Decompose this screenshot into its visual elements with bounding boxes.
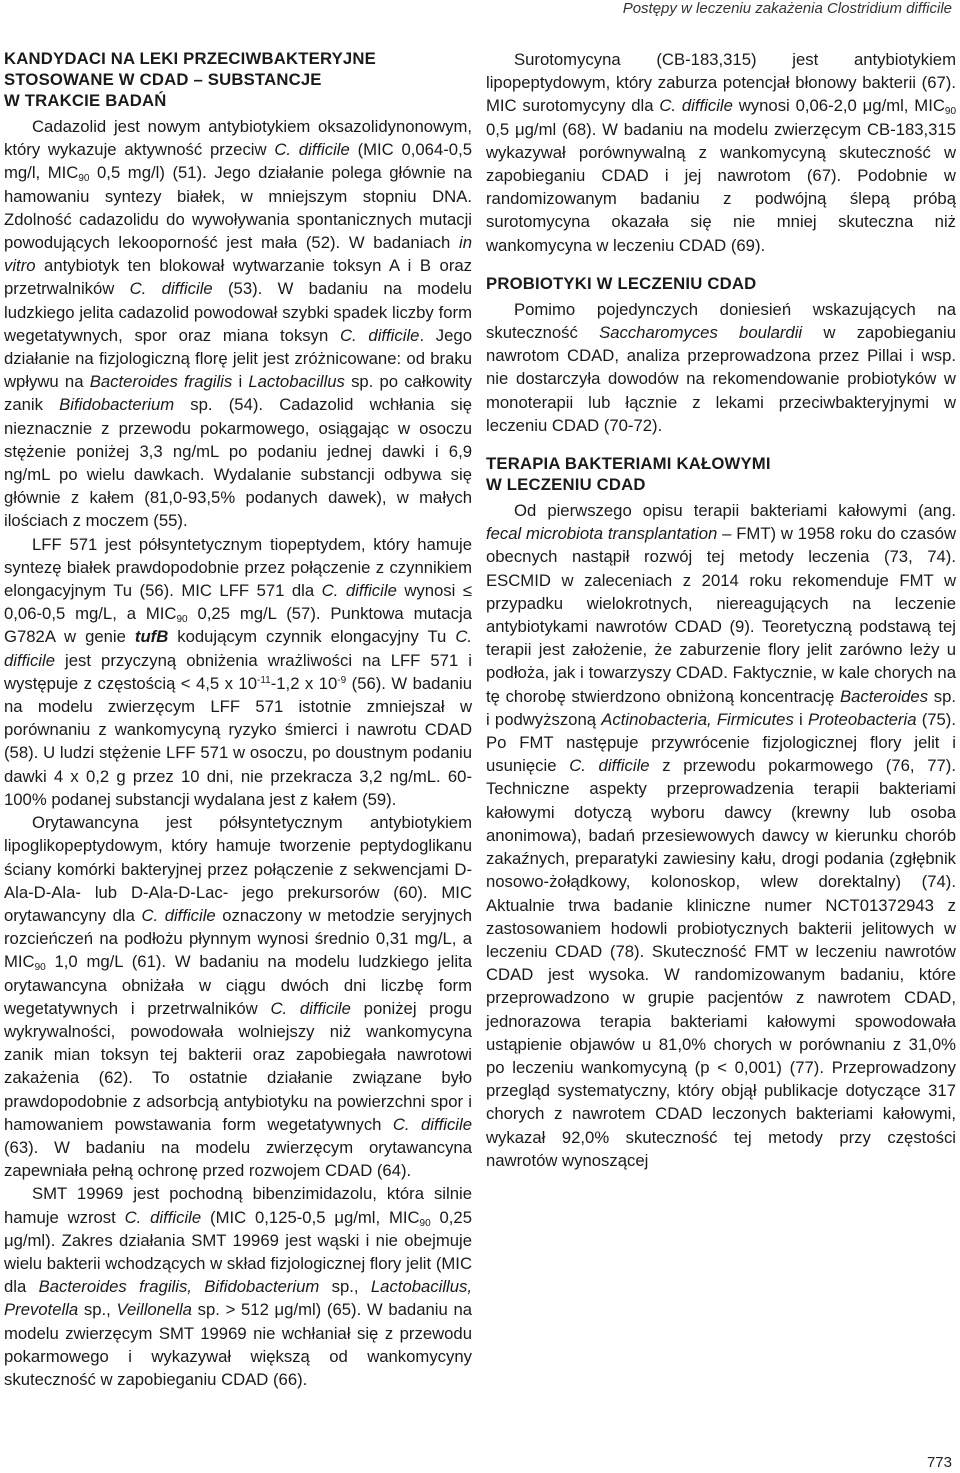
running-header: Postępy w leczeniu zakażenia Clostridium difficile bbox=[622, 0, 952, 17]
paragraph-terapia: Od pierwszego opisu terapii bakteriami kałowymi (ang. fecal microbiota transplantation – FMT) w 1958 roku do czasów obecnych nastąpił rozwój tej metody leczenia (73, 74). ESCMID w zaleceniach z 2014 roku rekomenduje FMT w przypadku wielokrotnych, niereagujących na leczenie antybiotykami nawrotów CDAD (9). Teoretyczną podstawą tej terapii jest założenie, że zaburzenie flory jelit zarówno leży u podłoża, jak i towarzyszy CDAD. Faktycznie, w kale chorych na tę chorobę stwierdzono obniżoną koncentrację Bacteroides sp. i podwyższoną Actinobacteria, Firmicutes i Proteobacteria (75). Po FMT następuje przywrócenie fizjologicznej flory jelit i usunięcie C. difficile z przewodu pokarmowego (76, 77). Techniczne aspekty przeprowadzenia terapii bakteriami kałowymi dotyczą wyboru dawcy (krewny lub osoba anonimowa), badań przesiewowych dawcy w kierunku chorób zakaźnych, preparatyki zawiesiny kału, drogi podania (zgłębnik nosowo-żołądkowy, kolonoskop, wlew dorektalny) (74). Aktualnie trwa badanie kliniczne numer NCT01372943 z zastosowaniem hodowli probiotycznych bakterii jelitowych w leczeniu CDAD (78). Skuteczność FMT w leczeniu nawrotów CDAD jest wysoka. W randomizowanym badaniu, które przeprowadzono w grupie pacjentów z nawrotem CDAD, jednorazowa terapia bakteriami kałowymi spowodowała ustąpienie objawów u 81,0% chorych w porównaniu z 31,0% po leczeniu wankomycyną (p < 0,001) (77). Przeprowadzony przegląd systematyczny, który objął publikacje dotyczące 317 chorych z nawrotem CDAD leczonych bakteriami kałowymi, wykazał 92,0% skuteczność tej metody przy częstości nawrotów wynoszącej bbox=[486, 501, 957, 1170]
heading-line: STOSOWANE W CDAD – SUBSTANCJE bbox=[4, 70, 322, 89]
column-left bbox=[4, 48, 472, 1391]
section-heading-terapia bbox=[486, 453, 956, 495]
page-number: 773 bbox=[926, 1454, 952, 1471]
paragraph-cadazolid: Cadazolid jest nowym antybiotykiem oksazolidynonowym, który wykazuje aktywność przeciw C. difficile (MIC 0,064-0,5 mg/l, $MIC_{90}$ 0,5 mg/l) (51). Jego działanie polega głównie na hamowaniu syntezy białek, w mniejszym stopniu DNA. Zdolność cadazolidu do wywoływania spontanicznych mutacji powodujących lekooporność jest mała (52). W badaniach in vitro antybiotyk ten blokował wytwarzanie toksyn A i B oraz przetrwalników C. difficile (53). W badaniu na modelu ludzkiego jelita cadazolid powodował szybki spadek liczby form wegetatywnych, spor oraz miana toksyn C. difficile. Jego działanie na fizjologiczną florę jelit jest zróżnicowane: od braku wpływu na Bacteroides fragilis i Lactobacillus sp. po całkowity zanik Bifidobacterium sp. (54). Cadazolid wchłania się nieznacznie z przewodu pokarmowego, osiągając w osoczu stężenie poniżej 3,3 ng/mL po podaniu jednej dawki i 6,9 ng/mL po wielu dawkach. Wydalanie substancji odbywa się głównie z kałem (81,0-93,5% podanych dawek), w małych ilościach z moczem (55). bbox=[4, 117, 473, 531]
paragraph-smt: SMT 19969 jest pochodną bibenzimidazolu, która silnie hamuje wzrost C. difficile (MIC 0,125-0,5 μg/ml, $MIC_{90}$ 0,25 μg/ml). Zakres działania SMT 19969 jest wąski i nie obejmuje wielu bakterii wchodzących w skład fizjologicznej flory jelit (MIC dla Bacteroides fragilis, Bifidobacterium sp., Lactobacillus, Prevotella sp., Veillonella sp. > 512 μg/ml) (65). W badaniu na modelu zwierzęcym SMT 19969 nie wchłaniał się z przewodu pokarmowego i wykazywał większą od wankomycyny skuteczność w zapobieganiu CDAD (66). bbox=[4, 1184, 473, 1389]
paragraph-lff: LFF 571 jest półsyntetycznym tiopeptydem, który hamuje syntezę białek prawdopodobnie przez połączenie z czynnikiem elongacyjnym Tu (56). MIC LFF 571 dla C. difficile wynosi ≤ 0,06-0,5 mg/L, a $MIC_{90}$ 0,25 mg/L (57). Punktowa mutacja G782A w genie tufB kodującym czynnik elongacyjny Tu C. difficile jest przyczyną obniżenia wrażliwości na LFF 571 i występuje z częstością < 4,5 x $10^{-11}-1,2$ x $10^{-9}$ (56). W badaniu na modelu zwierzęcym LFF 571 istotnie zmniejszał w porównaniu z wankomycyną ryzyko śmierci i nawrotu CDAD (58). U ludzi stężenie LFF 571 w osoczu, po doustnym podaniu dawki 4 x 0,2 g przez 10 dni, nie przekracza 3,2 ng/mL. 60-100% podanej substancji wydalana jest z kałem (59). bbox=[4, 534, 472, 809]
paragraph-orytawancyna: Orytawancyna jest półsyntetycznym antybiotykiem lipoglikopeptydowym, który hamuje tworzenie peptydoglikanu ściany komórki bakteryjnej przez połączenie z sekwencjami D-Ala-D-Ala- lub D-Ala-D-Lac- jego prekursorów (60). MIC orytawancyny dla C. difficile oznaczony w metodzie seryjnych rozcieńczeń na podłożu płynnym wynosi średnio 0,31 mg/L, a $MIC_{90}$ 1,0 mg/L (61). W badaniu na modelu ludzkiego jelita orytawancyna obniżała w ciągu dwóch dni liczbę form wegetatywnych i przetrwalników C. difficile poniżej progu wykrywalności, powodowała wolniejszy niż wankomycyna zanik mian toksyn tej bakterii oraz zapobiegała nawrotowi zakażenia (62). To ostatnie działanie związane było prawdopodobnie z adsorbcją antybiotyku na powierzchni spor i hamowaniem powstawania form wegetatywnych C. difficile (63). W badaniu na modelu zwierzęcym orytawancyna zapewniała pełną ochronę przed rozwojem CDAD (64). bbox=[4, 813, 472, 1181]
section-heading-cadazolid bbox=[4, 48, 472, 111]
section-heading-probiotyki: PROBIOTYKI W LECZENIU CDAD bbox=[486, 273, 757, 293]
heading-line: W TRAKCIE BADAŃ bbox=[4, 91, 167, 110]
column-right bbox=[486, 48, 956, 1172]
heading-line: W LECZENIU CDAD bbox=[486, 475, 646, 495]
paragraph-probiotyki: Pomimo pojedynczych doniesień wskazujących na skuteczność Saccharomyces boulardii w zapobieganiu nawrotom CDAD, analiza przeprowadzona przez Pillai i wsp. nie dostarczyła dowodów na rekomendowanie probiotyków w monoterapii lub łącznie z lekami przeciwbakteryjnymi w leczeniu CDAD (70-72). bbox=[486, 299, 956, 435]
heading-line: KANDYDACI NA LEKI PRZECIWBAKTERYJNE bbox=[4, 49, 376, 68]
paragraph-surotomycyna: Surotomycyna (CB-183,315) jest antybiotykiem lipopeptydowym, który zaburza potencjał błonowy bakterii (67). MIC surotomycyny dla C. difficile wynosi 0,06-2,0 μg/ml, $MIC_{90}$ 0,5 μg/ml (68). W badaniu na modelu zwierzęcym CB-183,315 wykazywał porównywalną z wankomycyną skuteczność w zapobieganiu CDAD i jej nawrotom (67). Podobnie w randomizowanym badaniu z podwójną ślepą próbą surotomycyna okazała się nie mniej skuteczna niż wankomycyna w leczeniu CDAD (69). bbox=[486, 50, 957, 255]
heading-line: TERAPIA BAKTERIAMI KAŁOWYMI bbox=[486, 454, 771, 474]
